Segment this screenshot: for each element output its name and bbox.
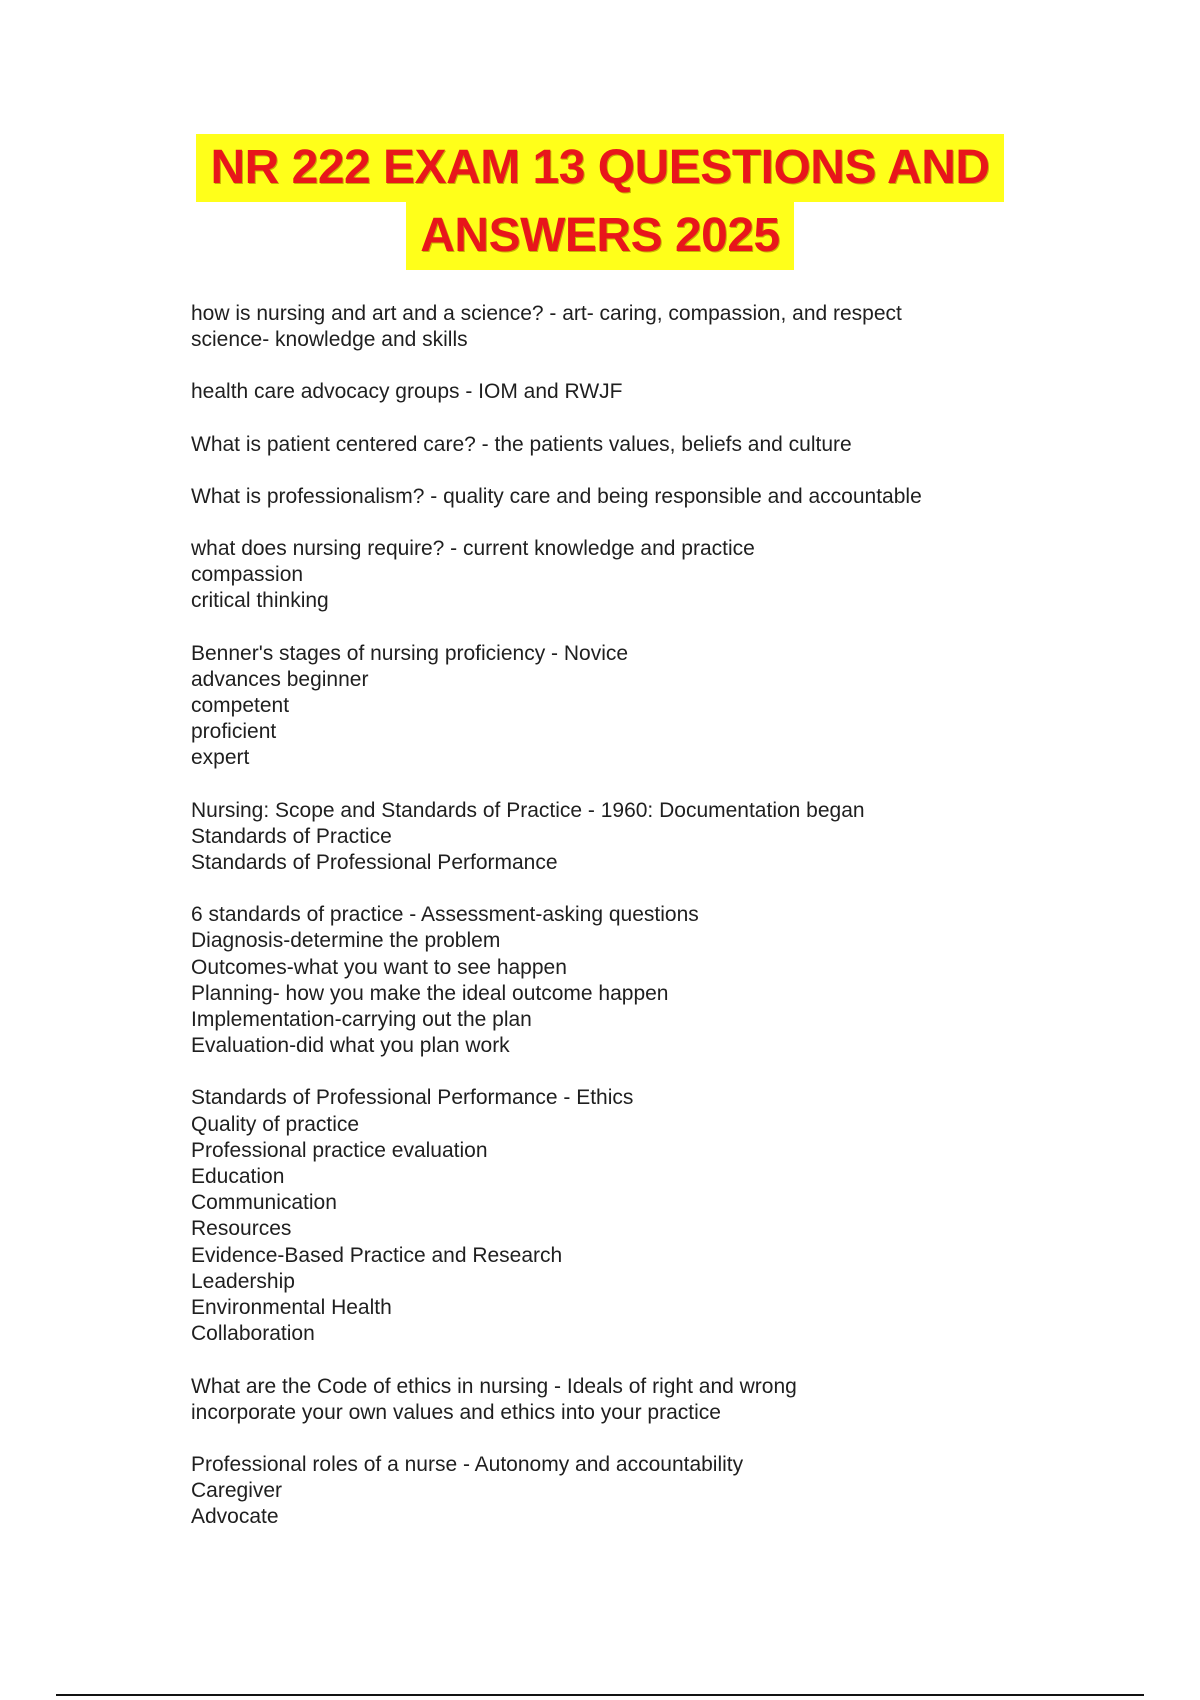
title-line-2: ANSWERS 2025 [406, 202, 793, 270]
qa-list [191, 301, 1091, 1557]
qa-question-line: 6 standards of practice - Assessment-asking questions [191, 903, 699, 927]
qa-answer-line: Caregiver [191, 1479, 283, 1503]
qa-answer-line: Implementation-carrying out the plan [191, 1008, 532, 1032]
qa-answer-line: Leadership [191, 1269, 295, 1293]
document-title [0, 134, 1200, 270]
qa-answer-line: critical thinking [191, 589, 329, 613]
qa-answer-line: Collaboration [191, 1322, 315, 1346]
qa-answer-line: Quality of practice [191, 1112, 360, 1136]
qa-entry [191, 1374, 1091, 1426]
qa-answer-line: Diagnosis-determine the problem [191, 929, 501, 953]
qa-answer-line: incorporate your own values and ethics into your practice [191, 1400, 721, 1424]
qa-answer-line: proficient [191, 720, 277, 744]
qa-answer-line: Evaluation-did what you plan work [191, 1034, 510, 1058]
qa-question-line: Standards of Professional Performance - Ethics [191, 1086, 634, 1110]
qa-question-line: Benner's stages of nursing proficiency - Novice [191, 641, 629, 665]
qa-question-line: What is patient centered care? - the patients values, beliefs and culture [191, 432, 852, 456]
qa-answer-line: expert [191, 746, 250, 770]
qa-question-line: Professional roles of a nurse - Autonomy and accountability [191, 1452, 744, 1476]
qa-question-line: What is professionalism? - quality care and being responsible and accountable [191, 484, 922, 508]
qa-answer-line: Standards of Professional Performance [191, 851, 558, 875]
qa-answer-line: Environmental Health [191, 1296, 392, 1320]
qa-entry [191, 798, 1091, 877]
qa-entry [191, 641, 1091, 772]
qa-entry [191, 484, 1091, 510]
qa-entry [191, 1085, 1091, 1347]
qa-entry [191, 379, 1091, 405]
qa-answer-line: Standards of Practice [191, 824, 392, 848]
qa-question-line: What are the Code of ethics in nursing - Ideals of right and wrong [191, 1374, 797, 1398]
qa-entry [191, 1452, 1091, 1531]
qa-entry [191, 902, 1091, 1059]
qa-answer-line: competent [191, 694, 290, 718]
page-divider [56, 1694, 1144, 1696]
qa-answer-line: Evidence-Based Practice and Research [191, 1243, 563, 1267]
qa-question-line: how is nursing and art and a science? - art- caring, compassion, and respect [191, 302, 902, 325]
qa-answer-line: Communication [191, 1191, 337, 1215]
qa-answer-line: Professional practice evaluation [191, 1138, 488, 1162]
qa-answer-line: Advocate [191, 1505, 279, 1529]
qa-entry [191, 536, 1091, 615]
qa-answer-line: Resources [191, 1217, 292, 1241]
qa-answer-line: compassion [191, 563, 304, 587]
qa-answer-line: Education [191, 1165, 285, 1189]
title-line-1: NR 222 EXAM 13 QUESTIONS AND [196, 134, 1003, 202]
qa-entry [191, 432, 1091, 458]
qa-question-line: what does nursing require? - current knowledge and practice [191, 537, 755, 561]
qa-answer-line: science- knowledge and skills [191, 328, 468, 352]
qa-question-line: Nursing: Scope and Standards of Practice - 1960: Documentation began [191, 798, 865, 822]
qa-answer-line: Planning- how you make the ideal outcome happen [191, 981, 669, 1005]
qa-entry [191, 301, 1091, 353]
qa-question-line: health care advocacy groups - IOM and RWJF [191, 380, 623, 404]
qa-answer-line: Outcomes-what you want to see happen [191, 955, 567, 979]
qa-answer-line: advances beginner [191, 667, 369, 691]
